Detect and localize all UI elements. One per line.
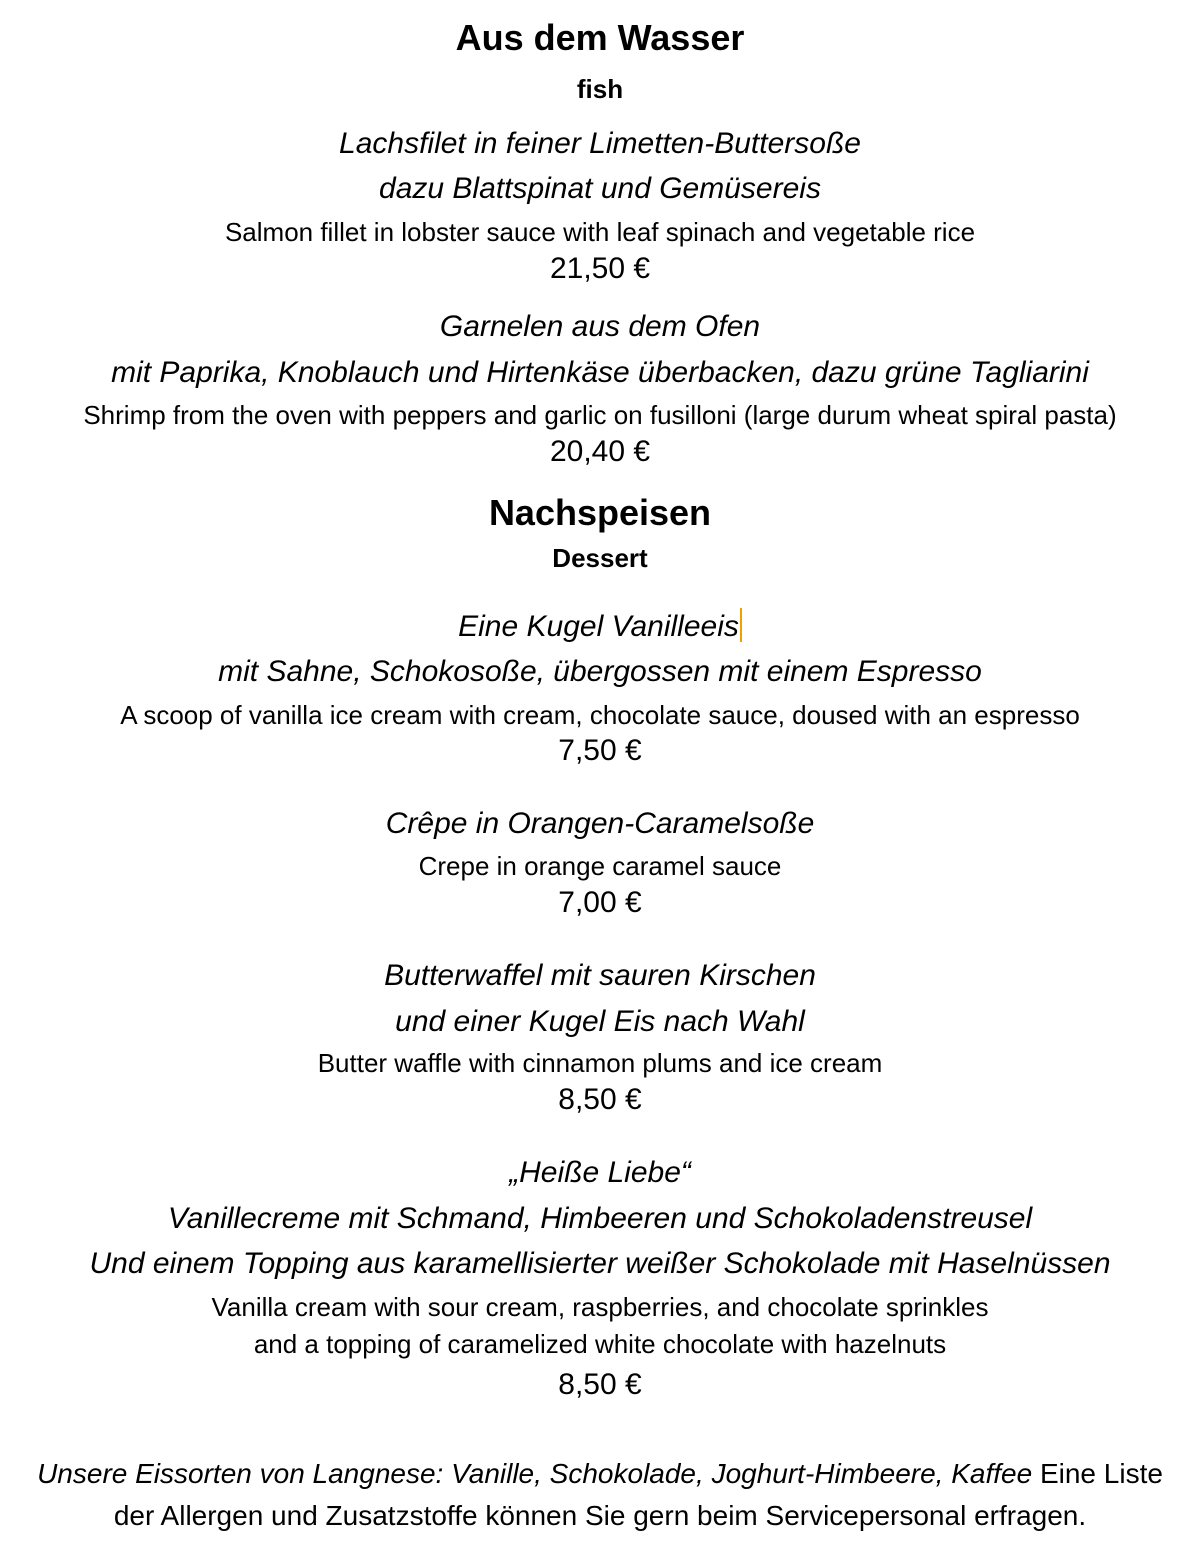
item-description-de: mit Sahne, Schokosoße, übergossen mit einem Espresso — [218, 655, 982, 688]
section-subtitle-fish: fish — [576, 74, 624, 104]
item-name-de — [0, 608, 1200, 645]
item-description-en: A scoop of vanilla ice cream with cream, chocolate sauce, doused with an espresso — [120, 700, 1080, 730]
text-cursor — [740, 608, 742, 642]
item-name-de: Crêpe in Orangen-Caramelsoße — [385, 807, 815, 840]
item-description-en: Butter waffle with cinnamon plums and ice cream — [317, 1048, 883, 1078]
item-description-en: Crepe in orange caramel sauce — [418, 851, 782, 881]
item-description-en: Salmon fillet in lobster sauce with leaf spinach and vegetable rice — [224, 217, 976, 247]
item-name-de: Garnelen aus dem Ofen — [439, 310, 761, 343]
item-price: 7,50 € — [558, 734, 642, 767]
item-price: 21,50 € — [549, 252, 651, 285]
item-name-de: Lachsfilet in feiner Limetten-Buttersoße — [339, 127, 861, 160]
item-name-text: Eine Kugel Vanilleeis — [458, 610, 739, 643]
item-price: 7,00 € — [558, 886, 642, 919]
item-name-de: Butterwaffel mit sauren Kirschen — [384, 959, 816, 992]
footer-note — [30, 1453, 1170, 1537]
ice-cream-flavors-note: Unsere Eissorten von Langnese: Vanille, Schokolade, Joghurt-Himbeere, Kaffee — [37, 1458, 1033, 1489]
item-description-de: und einer Kugel Eis nach Wahl — [395, 1005, 805, 1038]
item-description-de: Vanillecreme mit Schmand, Himbeeren und Schokoladenstreusel — [167, 1202, 1033, 1235]
item-price: 8,50 € — [558, 1368, 642, 1401]
item-description-de: mit Paprika, Knoblauch und Hirtenkäse überbacken, dazu grüne Tagliarini — [111, 356, 1089, 389]
section-subtitle-dessert: Dessert — [552, 543, 648, 573]
item-description-de: Und einem Topping aus karamellisierter weißer Schokolade mit Haselnüssen — [89, 1247, 1111, 1280]
item-price: 20,40 € — [549, 435, 651, 468]
section-title-fish: Aus dem Wasser — [455, 17, 745, 58]
item-price: 8,50 € — [558, 1083, 642, 1116]
item-description-de: dazu Blattspinat und Gemüsereis — [379, 172, 821, 205]
item-description-en: Vanilla cream with sour cream, raspberries, and chocolate sprinkles — [211, 1292, 989, 1322]
allergen-note: Eine Liste der Allergen und Zusatzstoffe können Sie gern beim Servicepersonal erfragen. — [113, 1458, 1163, 1531]
section-title-dessert: Nachspeisen — [488, 492, 712, 533]
item-description-en: and a topping of caramelized white chocolate with hazelnuts — [253, 1329, 947, 1359]
item-name-de: „Heiße Liebe“ — [509, 1156, 691, 1189]
item-description-en: Shrimp from the oven with peppers and garlic on fusilloni (large durum wheat spiral pasta) — [83, 400, 1117, 430]
